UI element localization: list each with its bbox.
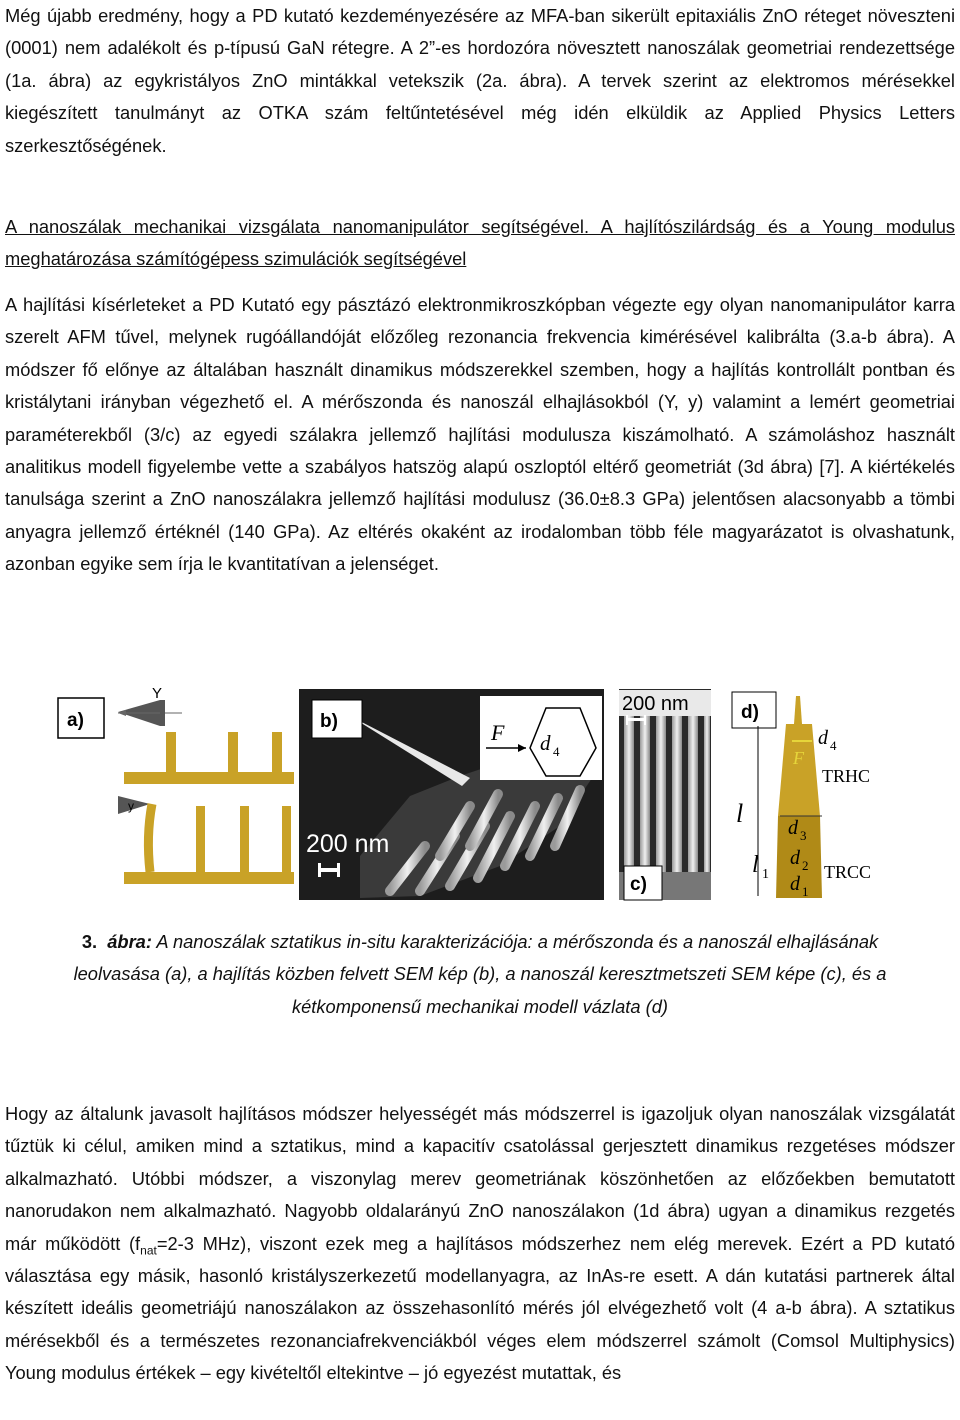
method-subscript: nat [140, 1243, 157, 1258]
svg-text:4: 4 [830, 738, 837, 753]
base-top [124, 772, 294, 784]
caption-text: A nanoszálak sztatikus in-situ karakterizációja: a mérőszonda és a nanoszál elhajlásának leolvasása (a), a hajlítás közben felvett SEM kép (b), a nanoszál keresztmetszeti SEM képe (c), és a kétkomponensű mechanikai modell vázlata (d) [73, 931, 887, 1017]
svg-text:3: 3 [800, 828, 807, 843]
panel-c-label: c) [630, 874, 647, 895]
caption-number: 3. [81, 931, 98, 952]
figure-3 [0, 686, 960, 906]
caption-lead: ábra: [107, 931, 152, 952]
probe-tip-bottom [118, 796, 150, 814]
panel-b-label: b) [320, 711, 338, 732]
svg-text:4: 4 [553, 744, 560, 759]
svg-text:F: F [491, 720, 505, 745]
trhc-section [778, 724, 820, 816]
svg-text:1: 1 [802, 884, 809, 899]
method-text-after: =2-3 MHz), viszont ezek meg a hajlításos módszerhez nem elég merevek. Ezért a PD kutató választása egy másik, hasonló kristályszerkezetű modellanyagra, az InAs-re esett. A dán kutatási partnerek által készített ideális geometriájú nanoszálakon az összehasonlító mérés jól elvégezhető volt (4 a-b ábra). A sztatikus mérésekből és a természetes rezonanciafrekvenciákból véges elem módszerrel számolt (Comsol Multiphysics) Young modulus értékek – egy kivételtől eltekintve – jó egyezést mutattak, és [5, 1232, 956, 1384]
svg-text:d: d [818, 727, 828, 749]
method-text-before: Hogy az általunk javasolt hajlításos módszer helyességét más módszerrel is igazoljuk olyan nanoszálak vizsgálatát tűztük ki célul, amiken mind a sztatikus, mind a kapacitív csatolással gerjesztett dinamikus rezgetéses módszer alkalmazható. Utóbbi módszer, a viszonylag merev geometriának köszönhetően az előzőekben bemutatott nanorudakon nem alkalmazható. Nagyobb oldalarányú ZnO nanoszálakon (1d ábra) ugyan a dinamikus rezgetés már működött (f [5, 1103, 955, 1254]
svg-text:2: 2 [802, 858, 809, 873]
panel-c-scale-label: 200 nm [622, 693, 689, 715]
bending-paragraph: A hajlítási kísérleteket a PD Kutató egy pásztázó elektronmikroszkópban végezte egy olyan nanomanipulátor karra szerelt AFM tűvel, melynek rugóállandóját előzőleg rezonancia frekvencia kimérésével kalibrálta (3.a-b ábra). A módszer fő előnye az általában használt dinamikus módszerekkel szemben, hogy a hajlítás kontrollált pontban és kristálytani irányban végezhető el. A mérőszonda és nanoszál elhajlásokból (Y, y) valamint a lemért geometriai paraméterekből (3/c) az egyedi szálakra jellemző hajlítási modulusza kiszámolható. A számoláshoz használt analitikus modell figyelembe vette a szabályos hatszög alapú oszloptól eltérő geometriát (3d ábra) [7]. A kiértékelés tanulsága szerint a ZnO nanoszálakra jellemző hajlítási modulusz (36.0±8.3 GPa) jelentősen alacsonyabb a tömbi anyagra jellemző értéknél (140 GPa). Az eltérés okaként az irodalomban több féle magyarázatot is olvashatunk, azonban egyike sem írja le kvantitatívan a jelenséget. [5, 294, 955, 575]
panel-d [732, 692, 871, 899]
panel-b-scale-label: 200 nm [306, 830, 390, 858]
small-y-label: y [128, 799, 134, 813]
length-l1-label: l [752, 852, 759, 878]
big-y-label: Y [152, 686, 163, 702]
panel-a-label: a) [67, 710, 84, 731]
trcc-label: TRCC [824, 862, 872, 882]
panel-c [619, 689, 711, 900]
svg-text:d: d [790, 847, 800, 869]
figure-3-svg [0, 686, 960, 906]
section-heading: A nanoszálak mechanikai vizsgálata nanomanipulátor segítségével. A hajlítószilárdság és a Young modulus meghatározása számítógépess szimulációk segítségével [5, 216, 955, 270]
figure-caption [60, 926, 900, 1023]
panel-d-label: d) [741, 702, 759, 723]
panel-b [299, 689, 604, 900]
svg-text:d: d [788, 817, 798, 839]
panel-a [58, 686, 294, 884]
intro-paragraph: Még újabb eredmény, hogy a PD kutató kezdeményezésére az MFA-ban sikerült epitaxiális ZnO réteget növeszteni (0001) nem adalékolt és p-típusú GaN rétegre. A 2”-es hordozóra növesztett nanoszálak geometriai rendezettsége (1a. ábra) az egykristályos ZnO mintákkal vetekszik (2a. ábra). A tervek szerint az elektromos mérésekkel kiegészített tanulmányt az OTKA szám feltűntetésével még idén elküldik az Applied Physics Letters szerkesztőségének. [5, 5, 955, 156]
svg-text:d: d [790, 873, 800, 895]
force-label: F [793, 748, 804, 768]
panel-c-scale-bar [626, 718, 646, 721]
svg-text:1: 1 [762, 867, 769, 882]
svg-text:d: d [540, 731, 551, 755]
method-paragraph [5, 1098, 955, 1390]
panel-b-scale-bar [318, 868, 340, 872]
length-l-label: l [736, 799, 744, 828]
trhc-label: TRHC [822, 766, 871, 786]
base-bottom [124, 872, 294, 884]
